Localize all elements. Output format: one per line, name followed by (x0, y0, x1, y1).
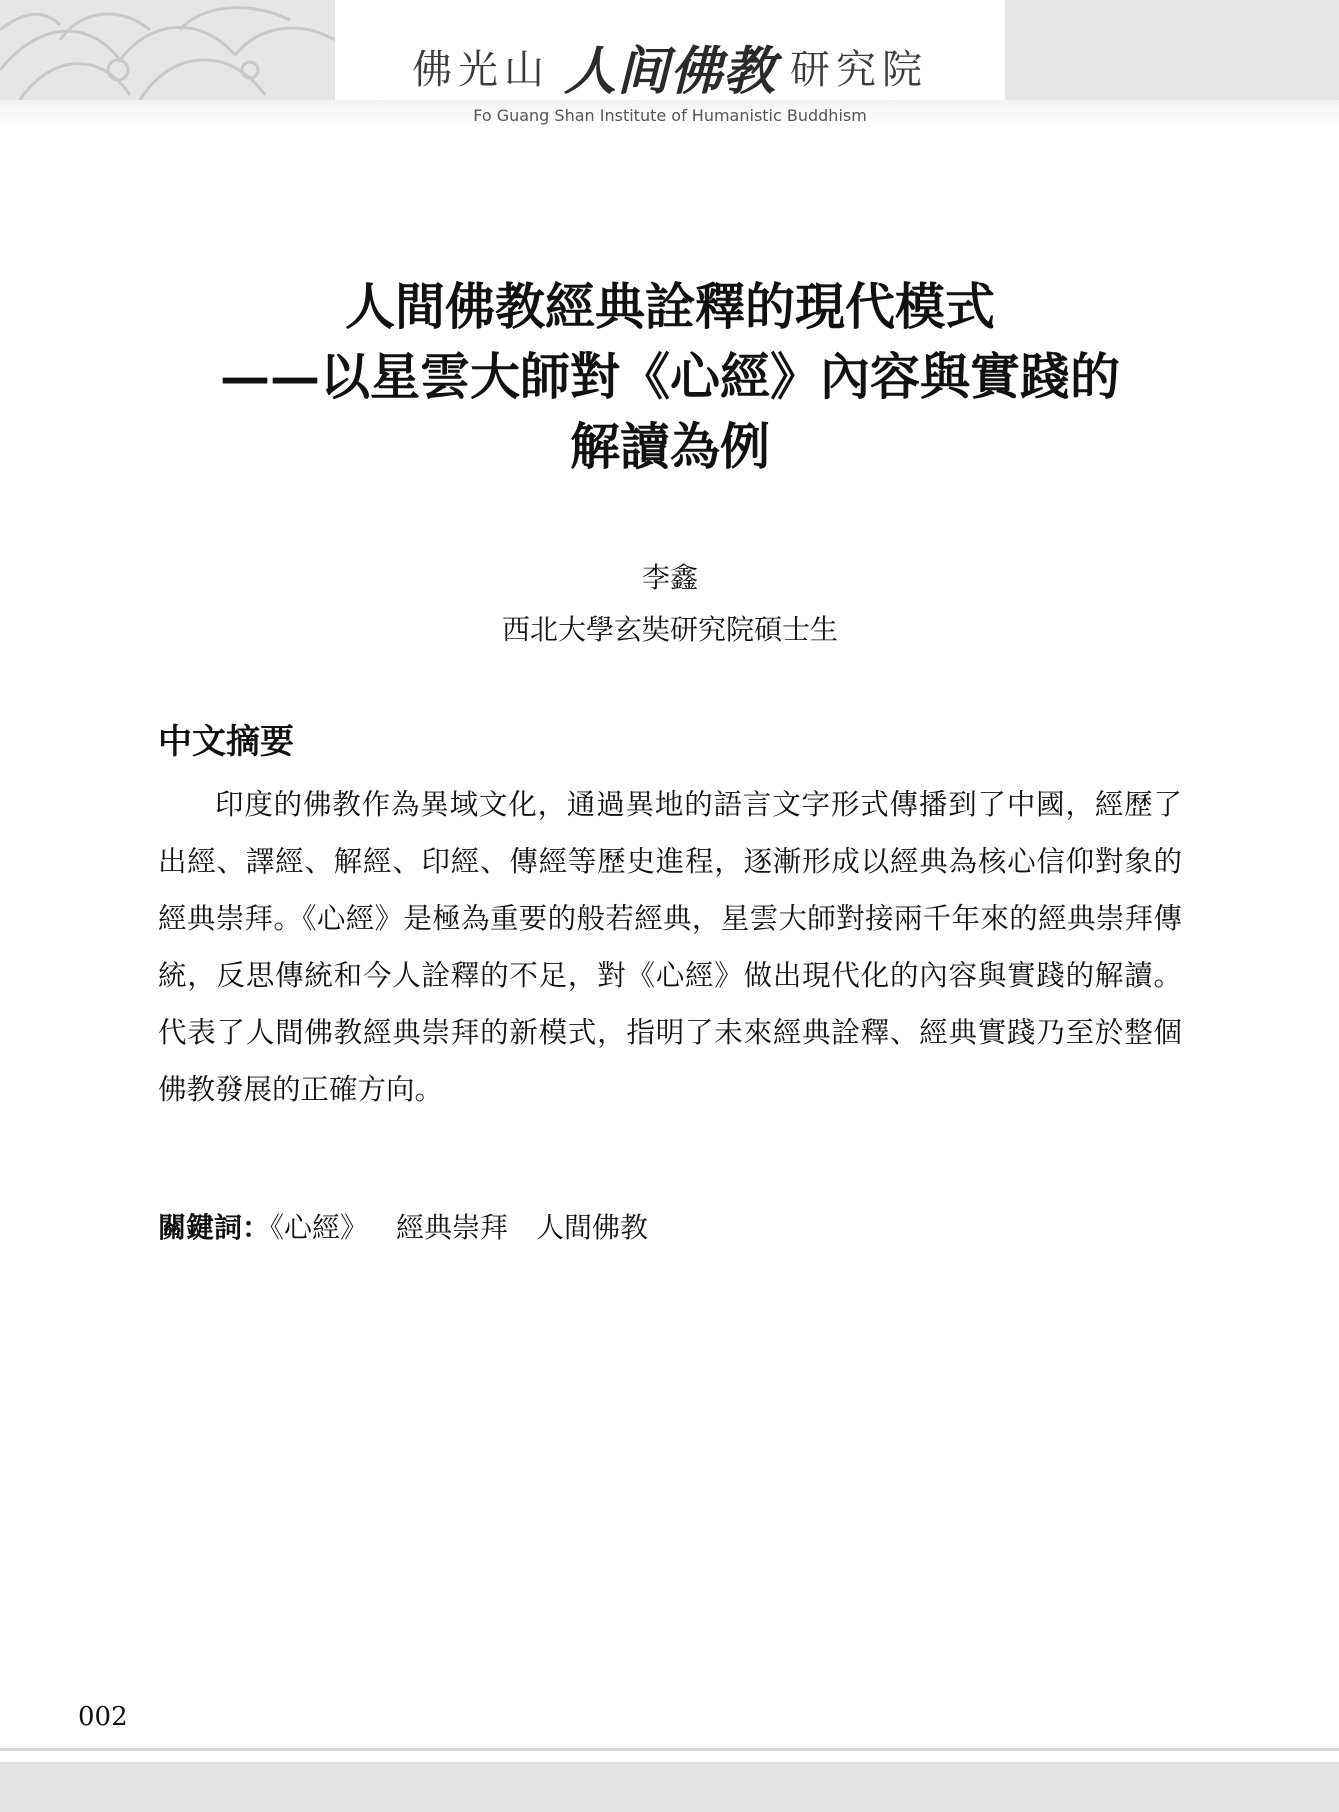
keyword: 《心經》 (270, 1211, 369, 1244)
keywords-line (158, 1206, 676, 1246)
title-line-3: 解讀為例 (570, 417, 770, 476)
institute-name-left: 佛光山 (411, 46, 550, 93)
footer-band (0, 1762, 1339, 1812)
title-line-1: 人間佛教經典詮釋的現代模式 (345, 277, 995, 336)
lotus-ornament-icon (0, 0, 335, 100)
institute-name-right: 研究院 (790, 46, 928, 93)
footer-rule (0, 1748, 1339, 1751)
keywords-label: 關鍵詞： (158, 1211, 271, 1244)
author-affiliation: 西北大學玄奘研究院碩士生 (501, 613, 838, 646)
keyword: 人間佛教 (536, 1211, 649, 1244)
institute-name-script: 人间佛教 (563, 40, 776, 102)
article-title (150, 272, 1190, 482)
institute-logotype (335, 38, 1005, 102)
keyword: 經典崇拜 (396, 1211, 509, 1244)
author-name: 李鑫 (641, 561, 698, 594)
page-number: 002 (78, 1702, 128, 1732)
institute-english-name: Fo Guang Shan Institute of Humanistic Buddhism (473, 106, 867, 125)
abstract-heading: 中文摘要 (158, 722, 294, 762)
abstract-body: 印度的佛教作為異域文化，通過異地的語言文字形式傳播到了中國，經歷了出經、譯經、解經、印經、傳經等歷史進程，逐漸形成以經典為核心信仰對象的經典崇拜。《心經》是極為重要的般若經典，星雲大師對接兩千年來的經典崇拜傳統，反思傳統和今人詮釋的不足，對《心經》做出現代化的內容與實踐的解讀。代表了人間佛教經典崇拜的新模式，指明了未來經典詮釋、經典實踐乃至於整個佛教發展的正確方向。 (158, 788, 1182, 1106)
title-line-2: ——以星雲大師對《心經》內容與實踐的 (220, 347, 1120, 406)
